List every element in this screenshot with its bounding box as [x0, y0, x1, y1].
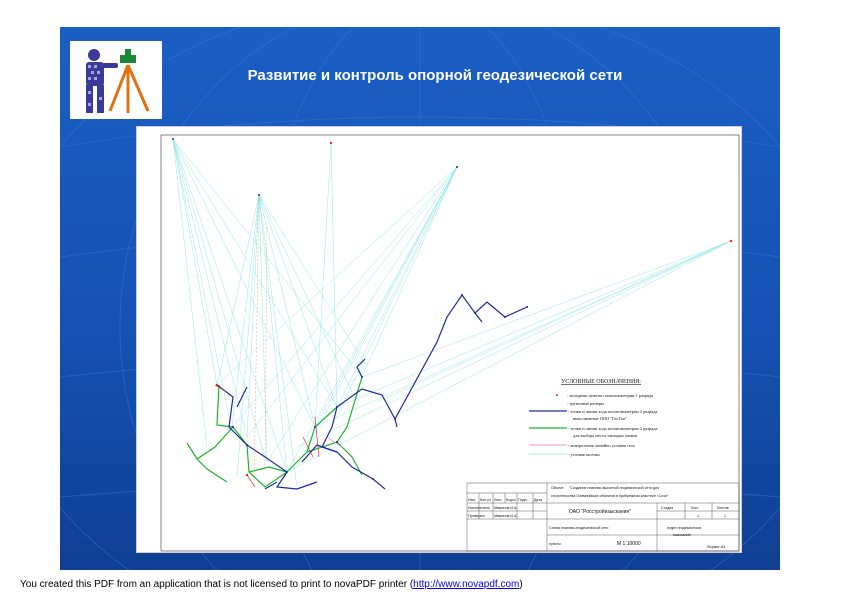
stamp-dept-2: изысканий: [673, 533, 691, 537]
title-block-text: [468, 486, 729, 549]
legend-item-angular-intersection: - угловая засечка: [568, 452, 600, 457]
stamp-header-doc: №док: [506, 498, 516, 502]
stamp-scheme-1: Схема планово-геодезической сети: [549, 526, 609, 530]
novapdf-link[interactable]: http://www.novapdf.com: [413, 579, 520, 590]
stamp-object-label: Объект:: [551, 486, 565, 490]
company-logo: [70, 41, 162, 119]
legend-item-traverse-done-company: выполненные ООО "ГеоТоп": [573, 416, 628, 421]
network-scheme: [137, 127, 743, 554]
footer-prefix: You created this PDF from an application that is not licensed to print to novaPDF printer (: [20, 579, 414, 590]
stamp-object-text-1: "Создание планово-высотной геодезической сети для: [569, 486, 660, 490]
slide-background: [60, 27, 780, 570]
surveyor-logo-icon: [70, 41, 162, 119]
legend: [529, 379, 657, 457]
stamp-header-list: Лист: [494, 498, 502, 502]
stamp-sheet-label: Лист: [691, 506, 699, 510]
stamp-sheets-value: 1: [724, 514, 726, 518]
legend-title: УСЛОВНЫЕ ОБОЗНАЧЕНИЯ:: [561, 379, 641, 385]
red-lines: [215, 385, 319, 487]
stamp-scheme-2: пункты: [549, 542, 561, 546]
stamp-sheets-label: Листов: [717, 506, 729, 510]
stamp-dept-1: отдел геодезических: [667, 526, 702, 530]
legend-item-benchmarks: - грунтовые реперы: [567, 401, 604, 406]
stamp-header-kol: Кол.уч: [480, 498, 491, 502]
stamp-header-sign: Подп.: [518, 498, 528, 502]
stamp-company: ОАО "Росстройизыскания": [569, 509, 631, 515]
pdf-watermark-footer: [20, 579, 523, 590]
footer-suffix: ): [519, 579, 523, 590]
stamp-header-date: Дата: [534, 498, 542, 502]
geodetic-network-drawing: [136, 126, 742, 553]
legend-item-control-network: - контрольная линейно угловая сеть: [568, 443, 635, 448]
legend-item-traverse-planned: - точки и линии хода полигонометрии 2 разряда: [568, 426, 658, 431]
stamp-object-text-2: строительства Олимпийских объектов в прибрежном кластере г.Сочи": [551, 494, 669, 498]
stamp-stage-label: Стадия: [661, 506, 674, 510]
stamp-role-2: Проверил: [468, 514, 485, 518]
legend-item-source-points: - исходные пункты полигонометрии 1 разряда: [567, 393, 654, 398]
main-traverse-lines: [217, 295, 527, 489]
stamp-header-izm: Изм.: [468, 498, 476, 502]
stamp-sheet-value: 1: [697, 514, 699, 518]
stamp-name-2: Мамонов И.А.: [494, 514, 518, 518]
stamp-role-1: Исполнитель: [468, 506, 490, 510]
angular-intersection-rays: [173, 139, 731, 487]
legend-item-traverse-planned-note: для выбора места закладки знаков: [573, 433, 638, 438]
slide-title: Развитие и контроль опорной геодезической сети: [247, 67, 623, 84]
legend-item-traverse-done: - точки и линии хода полигонометрии 2 разряда: [568, 409, 658, 414]
stamp-format: Формат А3: [707, 545, 726, 549]
stamp-name-1: Мамонов И.А.: [494, 506, 518, 510]
stamp-scale: М 1:10000: [617, 541, 641, 547]
